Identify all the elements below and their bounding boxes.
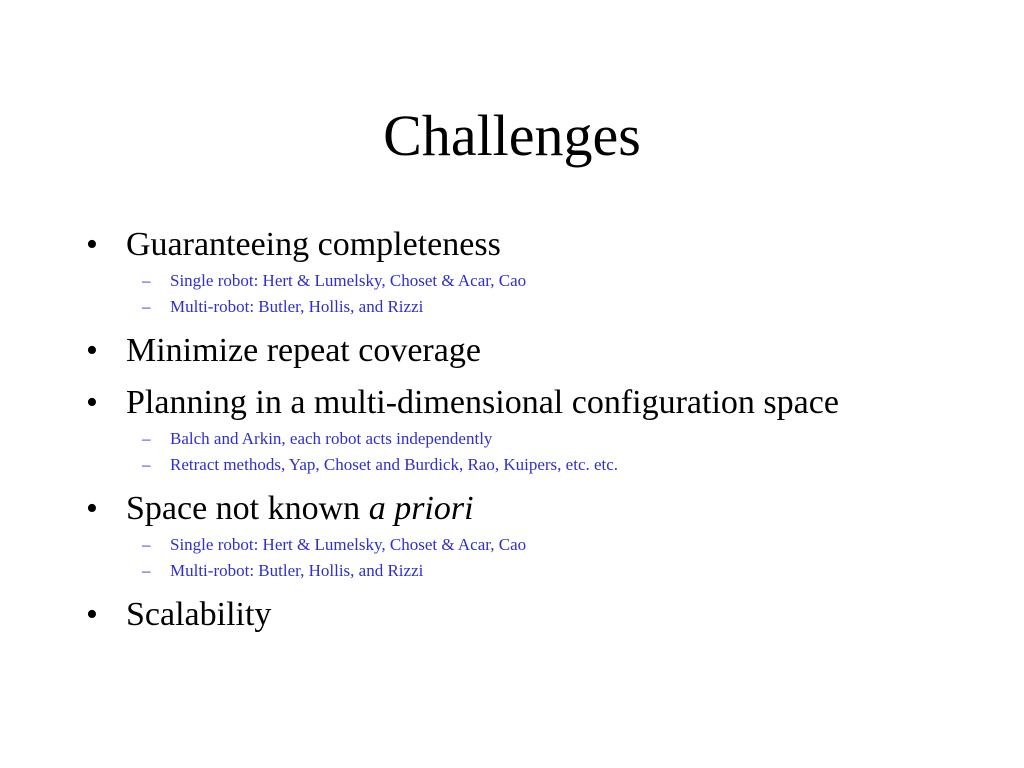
bullet-item (86, 594, 916, 636)
dash-icon: – (142, 455, 151, 474)
sub-item (126, 268, 916, 294)
sub-item-text: Retract methods, Yap, Choset and Burdick, Rao, Kuipers, etc. etc. (170, 455, 619, 474)
sub-list (126, 532, 916, 584)
bullet-item (86, 382, 916, 478)
bullet-text: Space not known (126, 490, 369, 527)
sub-item-text: Single robot: Hert & Lumelsky, Choset & Acar, Cao (170, 271, 527, 290)
dash-icon: – (142, 297, 151, 316)
bullet-list (86, 224, 916, 636)
dash-icon: – (142, 271, 151, 290)
sub-list (126, 426, 916, 478)
dash-icon: – (142, 429, 151, 448)
bullet-icon: • (86, 596, 98, 633)
bullet-text: Minimize repeat coverage (126, 332, 481, 369)
bullet-icon: • (86, 332, 98, 369)
sub-item-text: Single robot: Hert & Lumelsky, Choset & Acar, Cao (170, 535, 527, 554)
sub-item-text: Multi-robot: Butler, Hollis, and Rizzi (170, 297, 424, 316)
sub-item (126, 532, 916, 558)
bullet-item (86, 224, 916, 320)
sub-item (126, 558, 916, 584)
sub-item-text: Multi-robot: Butler, Hollis, and Rizzi (170, 561, 424, 580)
sub-item (126, 426, 916, 452)
bullet-icon: • (86, 226, 98, 263)
bullet-text: Guaranteeing completeness (126, 226, 501, 263)
sub-list (126, 268, 916, 320)
bullet-icon: • (86, 490, 98, 527)
bullet-text: Planning in a multi-dimensional configuration space (126, 384, 839, 421)
bullet-text: Scalability (126, 596, 272, 633)
sub-item (126, 294, 916, 320)
bullet-text-italic: a priori (368, 490, 474, 527)
bullet-item (86, 330, 916, 372)
sub-item-text: Balch and Arkin, each robot acts independently (170, 429, 493, 448)
sub-item (126, 452, 916, 478)
slide-title: Challenges (383, 103, 641, 168)
dash-icon: – (142, 561, 151, 580)
bullet-icon: • (86, 384, 98, 421)
bullet-item (86, 488, 916, 584)
dash-icon: – (142, 535, 151, 554)
